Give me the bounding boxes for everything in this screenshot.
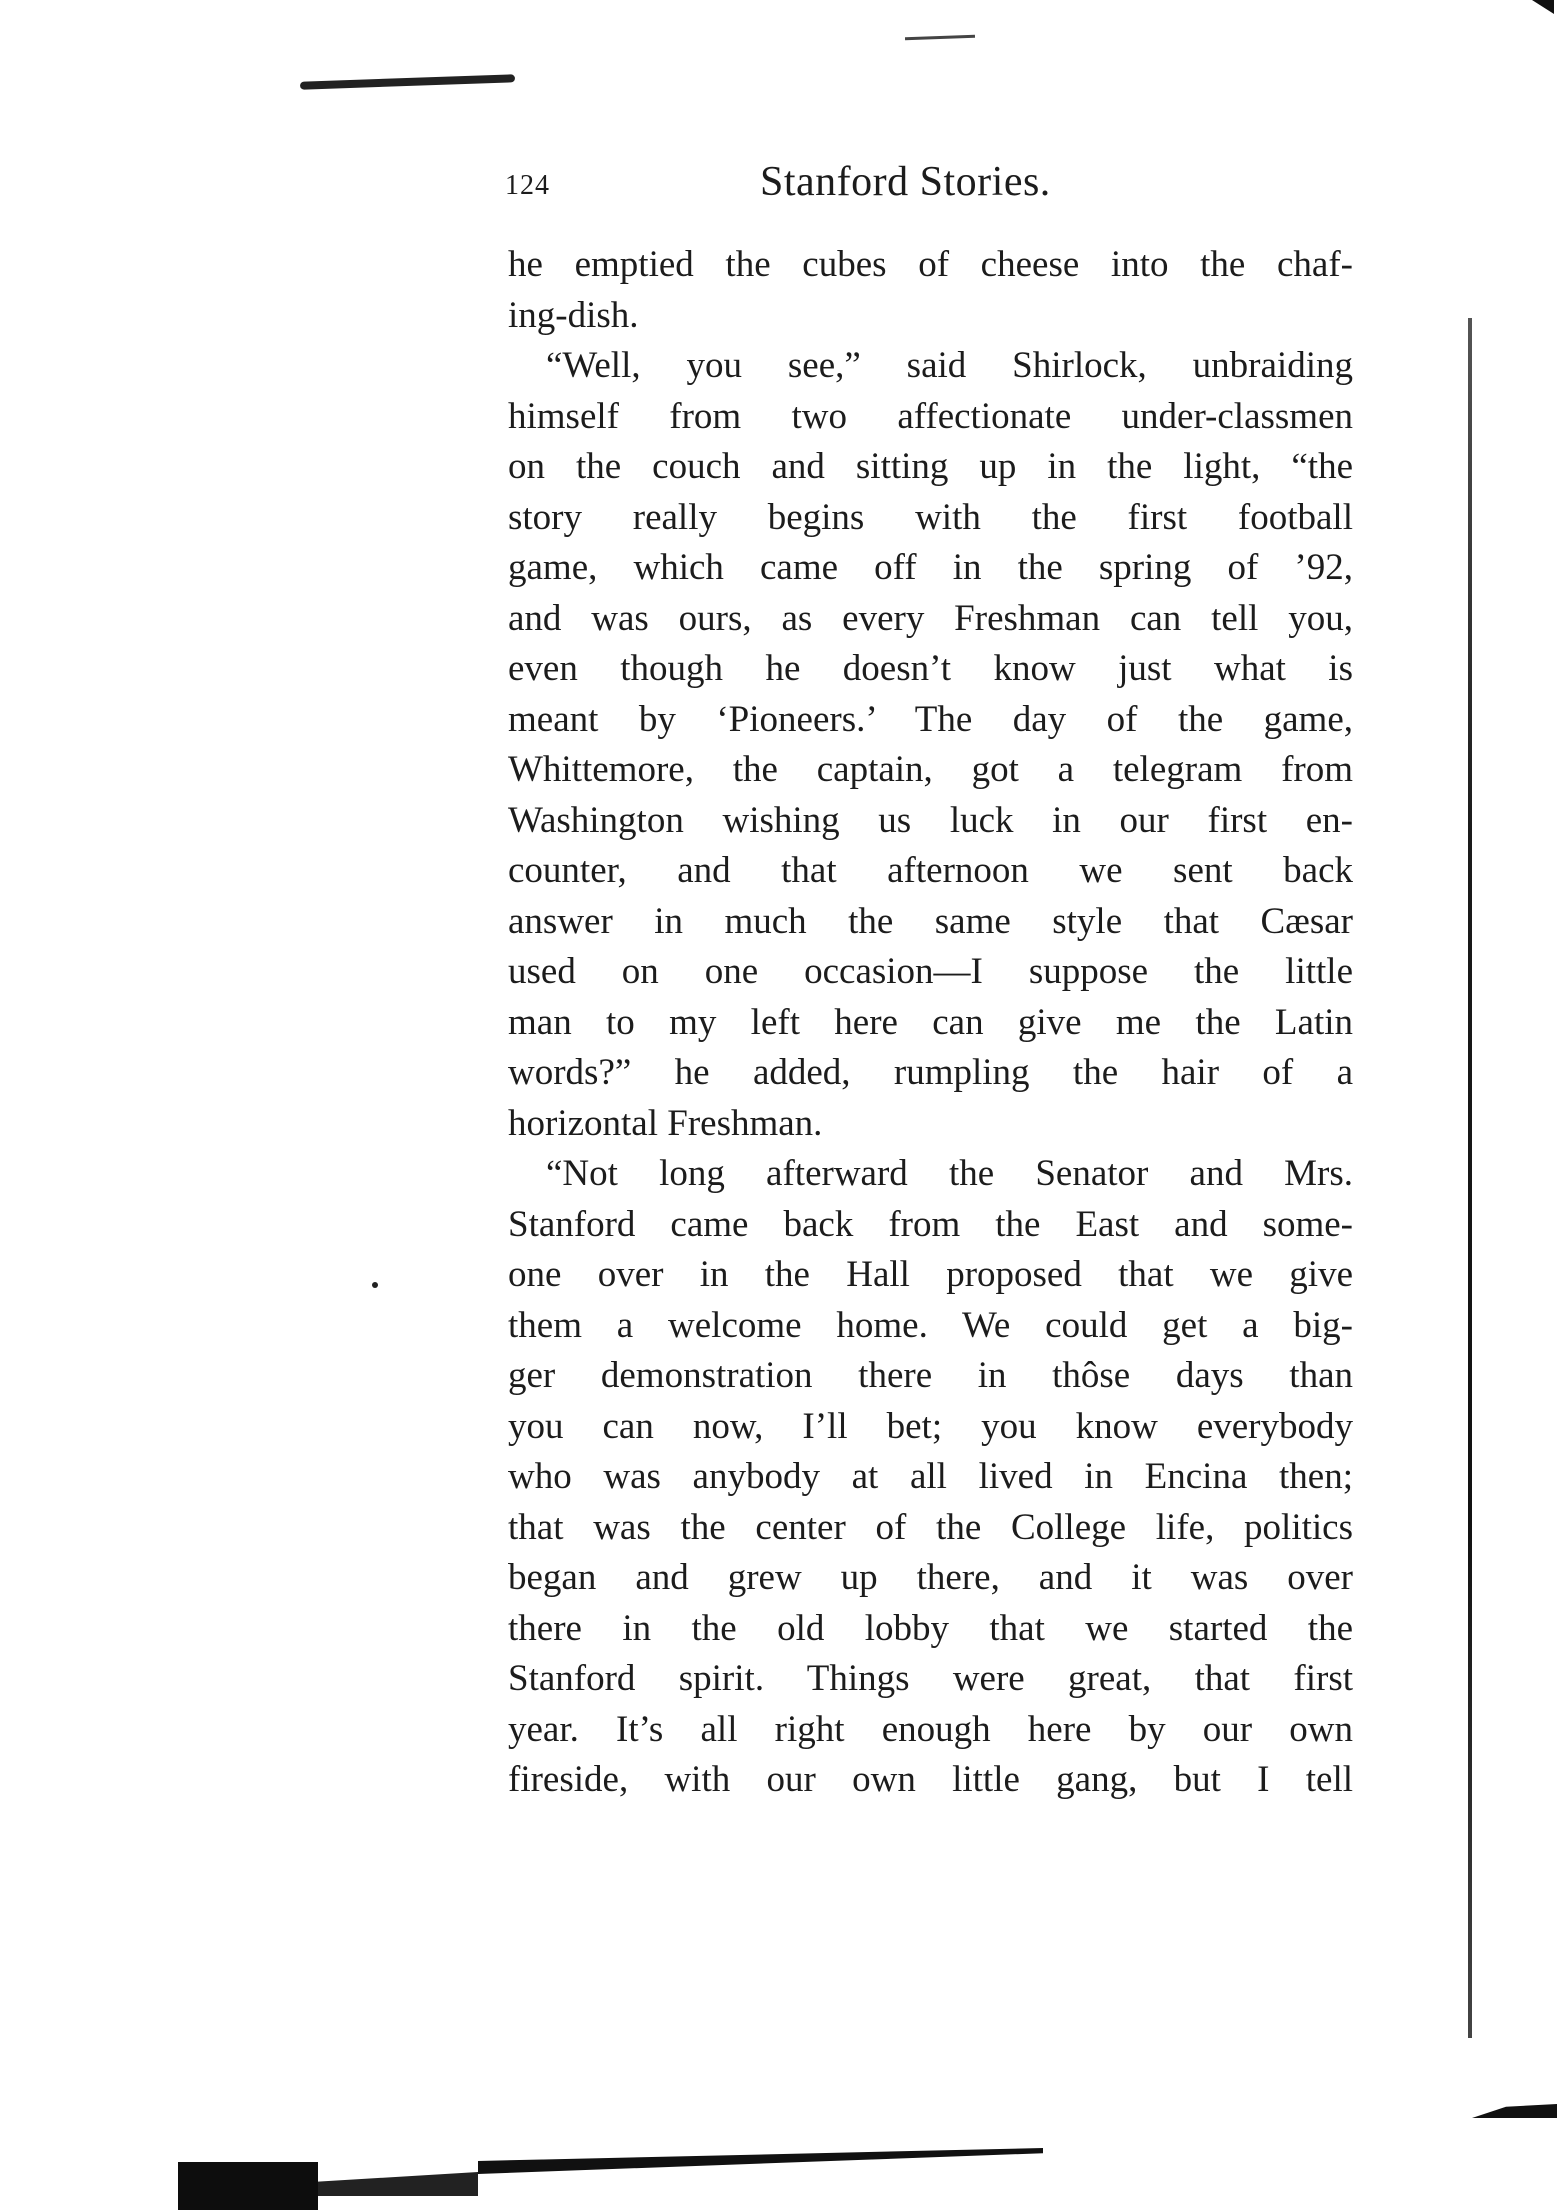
page-number: 124	[505, 170, 550, 201]
scan-edge-line-right	[1468, 318, 1472, 2038]
text-line: ing-dish.	[508, 294, 639, 336]
text-line: you can now, I’ll bet; you know everybody	[508, 1405, 1353, 1447]
text-line: began and grew up there, and it was over	[508, 1557, 1353, 1598]
text-line: who was anybody at all lived in Encina then;	[508, 1456, 1353, 1497]
scan-bar-bottom-mid	[318, 2172, 478, 2196]
text-line: Stanford spirit. Things were great, that first	[508, 1658, 1353, 1699]
text-line: counter, and that afternoon we sent back	[508, 850, 1353, 891]
text-line: on the couch and sitting up in the light, “the	[508, 446, 1353, 487]
body-text	[508, 240, 1353, 1806]
text-line: “Not long afterward the Senator and Mrs.	[546, 1153, 1353, 1194]
text-line: game, which came off in the spring of ’92,	[508, 547, 1353, 588]
text-line: story really begins with the first football	[508, 496, 1353, 538]
text-line: words?” he added, rumpling the hair of a	[508, 1052, 1353, 1093]
text-line: year. It’s all right enough here by our own	[508, 1708, 1353, 1750]
scan-smear-top-left	[300, 74, 515, 89]
text-line: he emptied the cubes of cheese into the chaf-	[508, 244, 1353, 285]
scan-speck	[372, 1282, 378, 1288]
text-line: Washington wishing us luck in our first en-	[508, 799, 1353, 841]
text-line: Whittemore, the captain, got a telegram from	[508, 749, 1353, 790]
text-line: and was ours, as every Freshman can tell you,	[508, 597, 1353, 639]
scan-bar-bottom-right	[478, 2148, 1043, 2174]
scan-corner-mark	[1532, 0, 1554, 14]
scan-wedge-right	[1472, 2104, 1557, 2118]
text-line: answer in much the same style that Cæsar	[508, 900, 1353, 942]
text-line: “Well, you see,” said Shirlock, unbraiding	[546, 345, 1353, 386]
running-title: Stanford Stories.	[760, 159, 1051, 205]
text-line: ger demonstration there in thôse days than	[508, 1355, 1353, 1396]
text-line: horizontal Freshman.	[508, 1102, 823, 1144]
scan-smear-top-center	[905, 35, 975, 40]
text-line: one over in the Hall proposed that we give	[508, 1254, 1353, 1295]
text-line: fireside, with our own little gang, but I tell	[508, 1759, 1353, 1800]
running-header	[505, 158, 1355, 218]
text-line: even though he doesn’t know just what is	[508, 648, 1353, 689]
text-line: himself from two affectionate under-classmen	[508, 395, 1353, 437]
scan-bar-bottom-left	[178, 2162, 318, 2210]
text-line: that was the center of the College life, politics	[508, 1506, 1353, 1548]
text-line: there in the old lobby that we started the	[508, 1607, 1353, 1649]
text-line: Stanford came back from the East and some-	[508, 1203, 1353, 1245]
text-line: used on one occasion—I suppose the little	[508, 951, 1353, 992]
text-line: man to my left here can give me the Latin	[508, 1001, 1353, 1043]
text-line: meant by ‘Pioneers.’ The day of the game,	[508, 698, 1353, 740]
text-line: them a welcome home. We could get a big-	[508, 1304, 1353, 1346]
